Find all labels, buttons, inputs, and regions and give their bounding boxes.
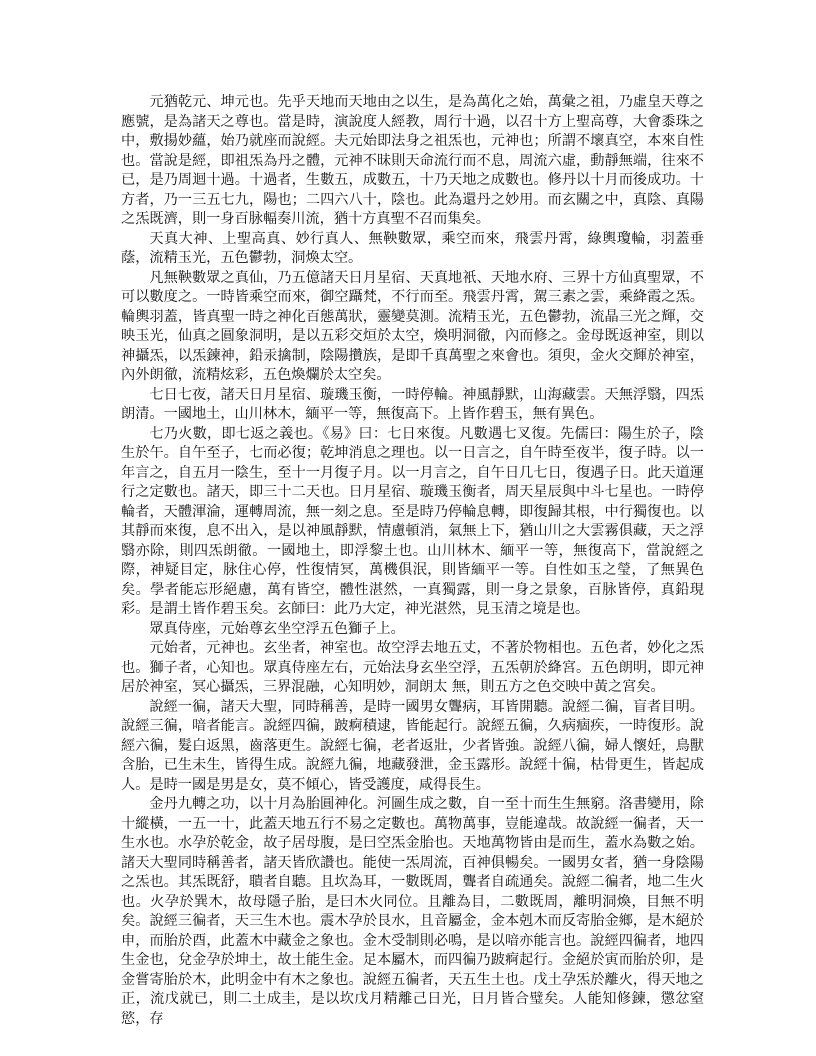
- paragraph: 元猶乾元、坤元也。先乎天地而天地由之以生，是為萬化之始，萬彙之祖，乃虛皇天尊之應號，是為諸天之尊也。當是時，演說度人經教，周行十過，以召十方上聖高尊，大會黍珠之中，敷揚妙蘊，始乃就座而說經。夫元始即法身之祖炁也，元神也；所謂不壞真空，本來自性也。當說是經，即祖炁為丹之體，元神不昧則天命流行而不息，周流六虛，動靜無端，往來不已，是乃周迴十過。十過者，生數五，成數五，十乃天地之成數也。修丹以十月而後成功。十方者，乃一三五七九，陽也；二四六八十，陰也。此為還丹之妙用。而玄關之中，真陰、真陽之炁既濟，則一身百脉輻奏川流，猶十方真聖不召而集矣。: [121, 94, 704, 227]
- paragraph: 七乃火數，即七返之義也。《易》曰：七日來復。凡數遇七叉復。先儒曰：陽生於子，陰生於午。自午至子，七而必復；乾坤消息之理也。以一日言之，自午時至夜半，復子時。以一年言之，自五月一陰生，至十一月復子月。以一月言之，自午日几七日，復遇子日。此天道運行之定數也。諸天，即三十二天也。日月星宿、璇璣玉衡者，周天星辰與中斗七星也。一時停輪者，天體渾淪，運轉周流，無一刻之息。至是時乃停輪息轉，即復歸其根，中行獨復也。以其靜而來復，息不出入，是以神風靜默，情慮頓消，氣無上下，猶山川之大雲霧俱藏，天之浮翳亦除，則四炁朗徹。一國地土，即浮黎土也。山川林木、緬平一等，無復高下，當說經之際，神疑目定，脉住心停，性復情冥，萬機俱泯，則皆緬平一等。自性如玉之瑩，了無異色矣。學者能忘形絕慮，萬有皆空，體性湛然，一真獨露，則一身之景象，百脉皆停，真鉛現彩。是謂土皆作碧玉矣。玄師曰：此乃大定，神光湛然，見玉清之境是也。: [121, 425, 704, 617]
- paragraph: 眾真侍座，元始尊玄坐空浮五色獅子上。: [149, 620, 405, 637]
- paragraph: 七日七夜，諸天日月星宿、璇璣玉衡，一時停輪。神風靜默，山海藏雲。天無浮翳，四炁朗清。一國地土，山川林木，緬平一等，無復高下。上皆作碧玉，無有異色。: [121, 386, 704, 422]
- paragraph: 金丹九轉之功，以十月為胎圓神化。河圖生成之數，自一至十而生生無窮。洛書變用，除十縱橫，一五一十，此蓋天地五行不易之定數也。萬物萬事，豈能違哉。故說經一徧者，天一生水也。水孕於乾金，故子居母腹，是曰空炁金胎也。天地萬物皆由是而生，蓋水為數之始。諸天大聖同時稱善者，諸天皆欣讚也。能使一炁周流，百神俱暢矣。一國男女者，猶一身陰陽之炁也。其炁既舒，聵者自聽。且坎為耳，一數既周，聾者自疏通矣。說經二徧者，地二生火也。火孕於巽木，故母隱子胎，是曰木火同位。且離為目，二數既周，離明洞煥，目無不明矣。說經三徧者，天三生木也。震木孕於艮水，且音屬金，金本剋木而反寄胎金鄉，是木絕於申，而胎於酉，此蓋木中藏金之象也。金木受制則必鳴，是以喑亦能言也。說經四徧者，地四生金也，兌金孕於坤土，故土能生金。足本屬木，而四徧乃跛痾起行。金絕於寅而胎於卯，是金嘗寄胎於木，此明金中有木之象也。說經五徧者，天五生土也。戊土孕炁於離火，得天地之正，流戊就已，則二土成圭，是以坎戊月精離己日光，日月皆合璧矣。人能知修鍊，懲忿窒慾，存: [121, 796, 704, 1027]
- document-body: [121, 93, 704, 1029]
- paragraph: 元始者，元神也。玄坐者，神室也。故空浮去地五丈，不著於物相也。五色者，妙化之炁也。獅子者，心知也。眾真侍座左右，元始法身玄坐空浮，五炁朝於絳宮。五色朗明，即元神居於神室，冥心攝炁，三界混融，心知明妙，洞朗太 無，則五方之色交映中黃之宮矣。: [121, 640, 704, 695]
- paragraph: 天真大神、上聖高真、妙行真人、無鞅數眾，乘空而來，飛雲丹霄，綠輿瓊輪，羽蓋垂蔭，流精玉光，五色鬱勃，洞煥太空。: [121, 230, 704, 266]
- paragraph: 凡無鞅數眾之真仙，乃五億諸天日月星宿、天真地衹、天地水府、三界十方仙真聖眾，不可以數度之。一時皆乘空而來，御空躡梵，不行而至。飛雲丹霄，駕三素之雲，乘絳霞之炁。輪輿羽蓋，皆真聖一時之神化百態萬狀，靈變莫測。流精玉光，五色鬱勃，流晶三光之輝，交映玉光，仙真之圓象洞明，是以五彩交烜於太空，煥明洞徹，內而修之。金母既返神室，則以神攝炁，以炁鍊神，鉛汞擒制，陰陽攢族，是即千真萬聖之來會也。須臾，金火交輝於神室，內外朗徹，流精炫彩，五色煥爛於太空矣。: [121, 269, 704, 383]
- paragraph: 說經一徧，諸天大聖，同時稱善，是時一國男女聾病，耳皆開聽。說經二徧，盲者目明。說經三徧，喑者能言。說經四徧，跛痾積逮，皆能起行。說經五徧，久病痼疾，一時復形。說經六徧，髮白返黑，齒落更生。說經七徧，老者返壯，少者皆強。說經八徧，婦人懷妊，鳥獸含胎，已生未生，皆得生成。說經九徧，地藏發泄，金玉露形。說經十徧，枯骨更生，皆起成人。是時一國是男是女，莫不傾心，皆受護度，咸得長生。: [121, 698, 704, 793]
